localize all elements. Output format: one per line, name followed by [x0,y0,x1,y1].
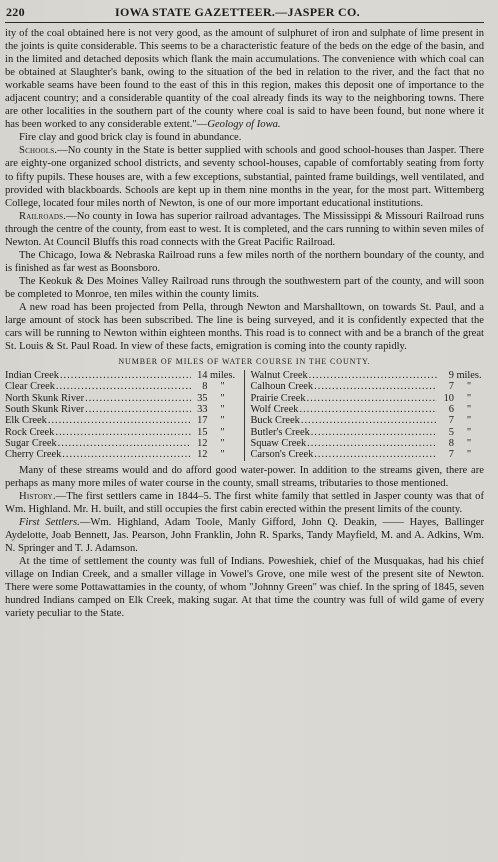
stream-miles: 6 [448,404,454,416]
stream-name: Clear Creek [5,381,55,393]
water-course-row [251,415,485,426]
paragraph [5,144,484,209]
paragraph-text: A new road has been projected from Pella, through Newton and Marshalltown, on towards St. Paul, and a large amount of stock has been subscribed. The line is being surveyed, and it is confidently expected that the cars will be running to Newton within eighteen months. This road is to connect with and be a branch of the great St. Louis & St. Paul Road. In view of these facts, emigration is coming into the county rapidly. [5,301,484,353]
dot-leader [311,427,437,438]
stream-name: Cherry Creek [5,449,62,461]
paragraph [5,249,484,275]
water-course-row [251,393,485,404]
source-citation: Geology of Iowa. [207,119,281,131]
section-heading: Schools. [19,145,58,157]
stream-name: Rock Creek [5,426,55,438]
stream-miles: 8 [448,437,454,449]
water-course-row [5,449,238,460]
section-heading: History. [19,490,56,502]
water-course-column-right [245,370,485,460]
water-course-row [251,381,485,392]
stream-miles: 7 [448,449,454,461]
paragraph-text: Fire clay and good brick clay is found in abundance. [19,132,242,144]
stream-name: North Skunk River [5,392,85,404]
stream-name: Buck Creek [250,415,300,427]
paragraphs-before-table [5,27,484,353]
stream-name: Butler's Creek [250,426,310,438]
water-course-table [5,370,484,460]
article-body [5,27,484,620]
miles-unit: miles. [209,370,236,382]
stream-miles: 12 [197,437,208,449]
paragraph [5,301,484,353]
dot-leader [299,404,437,415]
page-header [5,5,484,20]
paragraph [5,490,484,516]
water-course-row [251,449,485,460]
stream-miles: 35 [197,392,208,404]
water-course-row [251,370,485,381]
paragraph [5,210,484,249]
running-title: IOWA STATE GAZETTEER.—JASPER CO. [115,5,360,19]
water-course-row [5,438,238,449]
miles-unit: " [466,404,472,416]
paragraph [5,516,484,555]
water-course-row [5,381,238,392]
stream-name: Indian Creek [5,370,59,382]
miles-unit: " [220,415,225,427]
dot-leader [85,393,190,404]
water-course-row [251,404,485,415]
miles-unit: " [466,415,472,427]
section-heading: Railroads. [19,210,67,222]
stream-name: Wolf Creek [250,404,299,416]
water-course-row [5,427,238,438]
paragraph-text: —No county in Iowa has superior railroad advantages. The Mississippi & Missouri Railroad runs through the centre of the county, from east to west. It is completed, and the cars running to within seven miles of Newton. At Council Bluffs this road connects with the Great Pacific Railroad. [5,210,484,248]
dot-leader [307,393,437,404]
dot-leader [314,381,437,392]
miles-unit: " [466,381,472,393]
water-course-column-left [5,370,245,460]
stream-miles: 5 [448,426,454,438]
dot-leader [60,370,191,381]
dot-leader [85,404,190,415]
water-course-row [5,404,238,415]
paragraphs-after-table [5,464,484,621]
miles-unit: " [220,404,225,416]
stream-name: Calhoun Creek [250,381,314,393]
stream-name: Prairie Creek [250,392,306,404]
dot-leader [48,415,191,426]
stream-miles: 7 [448,381,454,393]
stream-miles: 7 [448,415,454,427]
paragraph-text: At the time of settlement the county was full of Indians. Poweshiek, chief of the Musquakas, had his chief village on Indian Creek, and a smaller village in Vowel's Grove, one mile west of the present site of Newton. There were some Pottawattamies in the county, of whom "Johnny Green" was chief. In the spring of 1845, seven hundred Indians camped on Elk Creek, making sugar. At that time the country was full of wild game of every variety peculiar to the State. [5,555,484,620]
stream-name: Walnut Creek [250,370,308,382]
water-course-row [251,427,485,438]
miles-unit: " [220,426,225,438]
header-rule [5,22,484,23]
miles-unit: " [220,381,225,393]
stream-name: Sugar Creek [5,437,57,449]
paragraph-text: —Wm. Highland, Adam Toole, Manly Gifford, John Q. Deakin, —— Hayes, Ballinger Aydelotte, Joab Bennett, Jas. Pearson, John Franklin, John R. Sparks, Tandy Mayfield, M. and A. Adkins, Wm. N. Springer and T. J. Adamson. [5,516,484,554]
dot-leader [307,438,437,449]
miles-unit: " [466,449,472,461]
dot-leader [309,370,437,381]
water-course-row [5,415,238,426]
stream-miles: 33 [197,404,208,416]
paragraph-text: —The first settlers came in 1844–5. The first white family that settled in Jasper county was that of Wm. Highland. Mr. H. built, and still occupies the first cabin erected within the present limits of the county. [5,490,484,515]
paragraph [5,275,484,301]
paragraph [5,131,484,144]
dot-leader [56,381,191,392]
paragraph-text: The Chicago, Iowa & Nebraska Railroad runs a few miles north of the northern boundary of the county, and is finished as far west as Boonsboro. [5,249,484,274]
dot-leader [58,438,191,449]
miles-unit: " [466,392,472,404]
paragraph [5,555,484,620]
section-heading-italic: First Settlers. [19,516,80,528]
stream-name: South Skunk River [5,404,85,416]
miles-unit: " [220,392,225,404]
water-course-row [5,370,238,381]
water-course-row [251,438,485,449]
dot-leader [62,449,190,460]
stream-miles: 8 [202,381,208,393]
dot-leader [314,449,437,460]
miles-unit: " [466,426,472,438]
stream-miles: 14 [197,370,208,382]
stream-name: Carson's Creek [250,449,314,461]
water-course-table-title: NUMBER OF MILES OF WATER COURSE IN THE COUNTY. [118,357,371,367]
stream-miles: 10 [443,392,454,404]
stream-miles: 12 [197,449,208,461]
paragraph-text: Many of these streams would and do afford good water-power. In addition to the streams given, there are perhaps as many more miles of water course in the county, small streams, tributaries to those mentioned. [5,464,484,489]
dot-leader [55,427,190,438]
stream-miles: 15 [197,426,208,438]
stream-miles: 17 [197,415,208,427]
miles-unit: miles. [456,370,482,382]
dot-leader [301,415,437,426]
paragraph [5,27,484,131]
paragraph-text: ity of the coal obtained here is not very good, as the amount of sulphuret of iron and sulphate of lime present in the joints is quite considerable. This seems to be a characteristic feature of the beds on the edge of the basin, and in the limited and detached deposits which flank the main accumulations. The convenience with which coal can be obtained at Slaughter's bank, owing to the situation of the bed in relation to the river, and the fact that no workable seams have been found to the east of this in this region, makes this deposit one of importance to the adjacent country; and a considerable quantity of the coal already finds its way to the neighboring towns. There are other localities in the southern part of the county where coal is said to have been found, but none where it has been worked to any considerable extent."— [5,28,484,131]
paragraph-text: The Keokuk & Des Moines Valley Railroad runs through the southwestern part of the county, and will soon be completed to Monroe, ten miles within the county limits. [5,275,484,300]
stream-name: Squaw Creek [250,437,307,449]
stream-miles: 9 [448,370,454,382]
paragraph [5,464,484,490]
stream-name: Elk Creek [5,415,47,427]
miles-unit: " [466,437,472,449]
miles-unit: " [220,437,225,449]
paragraph-text: —No county in the State is better supplied with schools and good school-houses than Jasper. There are eighty-one organized school districts, and seventy school-houses, capable of comfortably seating from forty to fifty pupils. These houses are, with a few exceptions, substantial, painted frame buildings, well ventilated, and provided with blackboards. Schools are kept up in them nine months in the year, for the most part. Wittemberg College, located four miles north of Newton, is one of our more important educational institutions. [5,145,484,209]
page-number: 220 [6,5,25,19]
water-course-row [5,393,238,404]
miles-unit: " [220,449,225,461]
